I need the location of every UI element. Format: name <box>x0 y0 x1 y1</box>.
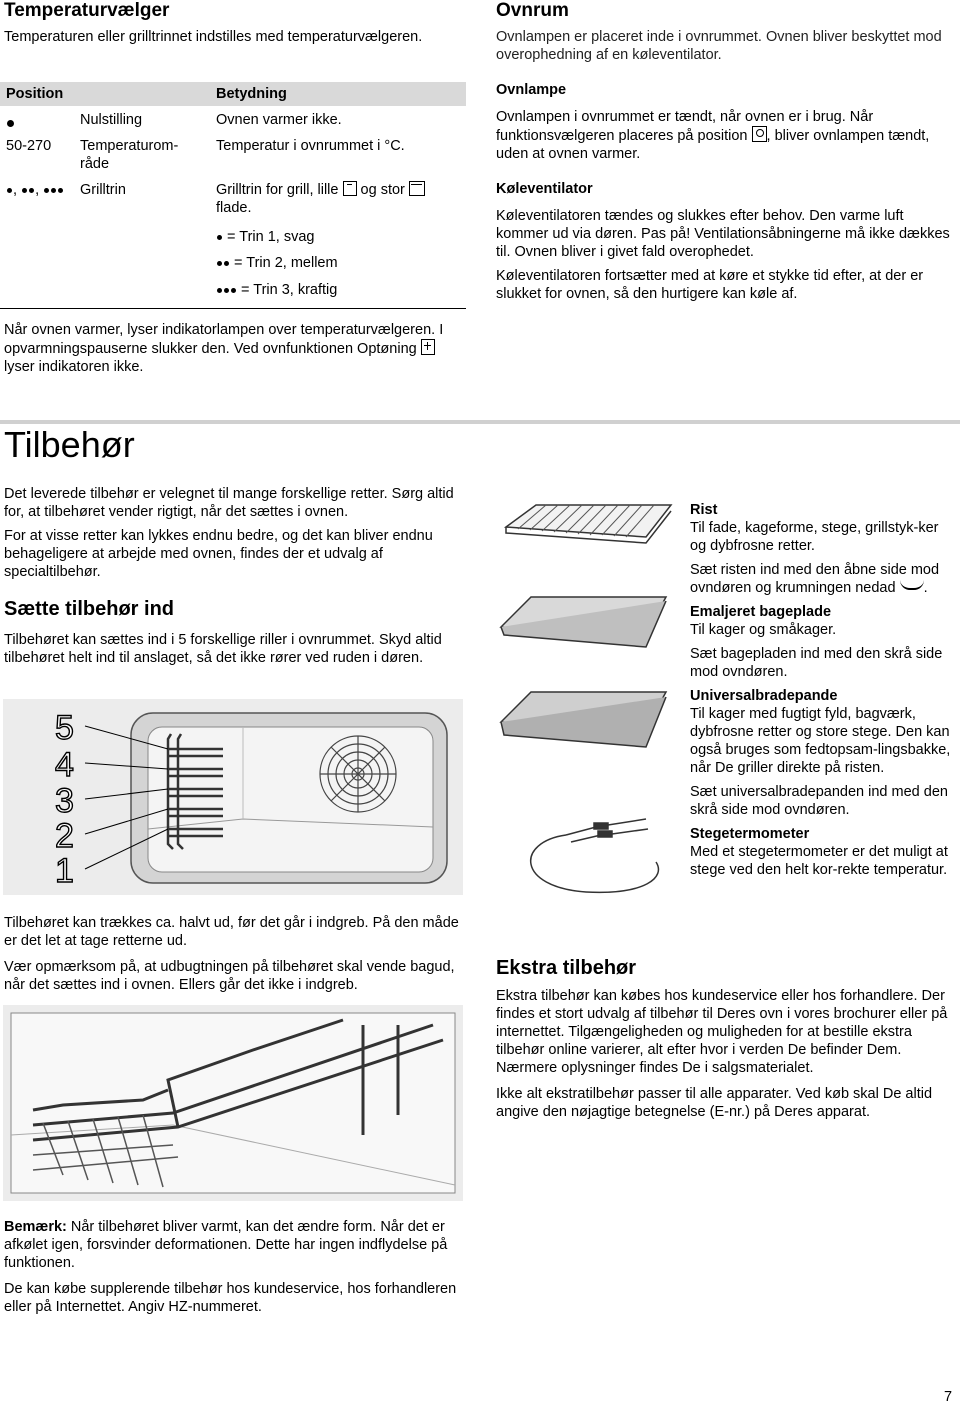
rack-label: 2 <box>55 817 74 855</box>
accessory-stegetermometer: Stegetermometer Med et stegetermometer er det muligt at stege ved den helt kor-rekte temperatur. <box>690 826 948 878</box>
large-grill-icon <box>409 181 425 196</box>
rack-label: 5 <box>55 709 74 747</box>
row-meaning: Grilltrin for grill, lille og stor flade. <box>216 181 466 217</box>
rack-bend-illustration <box>3 1005 463 1201</box>
rack-label: 1 <box>55 852 74 890</box>
insert-text: Tilbehøret kan sættes ind i 5 forskellige riller i ovnrummet. Skyd altid tilbehøret helt ind til anslaget, så det ikke rører ved ruden i døren. <box>4 632 442 666</box>
dot-icon <box>7 120 14 127</box>
insert-title: Sætte tilbehør ind <box>4 598 174 620</box>
oven-racks-illustration <box>3 699 463 895</box>
pull-text: Tilbehøret kan trækkes ca. halvt ud, før det går i indgreb. På den måde er det let at tage retterne ud. <box>4 915 459 949</box>
rack-label: 3 <box>55 782 74 820</box>
meat-thermometer-image <box>531 819 659 892</box>
page-number: 7 <box>944 1389 953 1405</box>
table-row <box>0 106 466 134</box>
extra-p2: Ikke alt ekstratilbehør passer til alle apparater. Ved køb skal De altid angive den nøjagtige betegnelse (E-nr.) på Deres apparat. <box>496 1086 933 1120</box>
level-2: = Trin 2, mellem <box>216 254 338 272</box>
header-position: Position <box>6 86 64 102</box>
extra-title: Ekstra tilbehør <box>496 957 637 979</box>
universal-pan-image <box>501 692 666 747</box>
accessory-bradepande: Universalbradepande Til kager med fugtigt fyld, bagværk, dybfrosne retter og store stege. Den kan også bruges som fedtopsam-lingsbakke, når De griller direkte på risten. Sæt universalbradepanden ind med den skrå side mod ovndøren. <box>690 688 951 818</box>
tilbehor-p1: Det leverede tilbehør er velegnet til mange forskellige retter. Sørg altid for, at tilbehøret vender rigtigt, når det sættes i ovnen. <box>4 486 454 520</box>
tilbehor-title: Tilbehør <box>4 424 135 465</box>
row-name: Nulstilling <box>80 112 143 128</box>
row-name: Grilltrin <box>80 182 126 198</box>
accessory-list <box>690 501 956 879</box>
section-divider <box>0 420 960 424</box>
level-1: = Trin 1, svag <box>216 228 314 246</box>
fan-text-2: Køleventilatoren fortsætter med at køre et stykke tid efter, at der er slukket for ovnen, så den hurtigere kan køle af. <box>496 268 924 302</box>
fan-title: Køleventilator <box>496 181 593 197</box>
bend-text: Vær opmærksom på, at udbugtningen på tilbehøret skal vende bagud, når det sættes ind i ovnen. Ellers går det ikke i indgreb. <box>4 959 455 993</box>
row-meaning: Ovnen varmer ikke. <box>216 112 342 128</box>
table-row <box>0 178 466 308</box>
temp-title: Temperaturvælger <box>4 0 170 21</box>
ovnrum-title: Ovnrum <box>496 0 569 21</box>
lamp-icon <box>752 126 767 142</box>
temp-intro: Temperaturen eller grilltrinnet indstilles med temperaturvælgeren. <box>4 29 423 45</box>
lamp-title: Ovnlampe <box>496 82 567 98</box>
temp-table <box>0 82 466 309</box>
table-header <box>0 82 466 106</box>
note-text: Bemærk: Når tilbehøret bliver varmt, kan det ændre form. Når det er afkølet igen, forsvinder deformationen. Dette har ingen indflydelse på funktionen. <box>4 1219 448 1271</box>
lamp-text: Ovnlampen i ovnrummet er tændt, når ovnen er i brug. Når funktionsvælgeren placeres på position , bliver ovnlampen tændt, uden at ovnen varmer. <box>496 109 930 162</box>
small-grill-icon <box>343 181 357 196</box>
accessory-images <box>496 497 676 897</box>
table-row <box>0 134 466 178</box>
baking-tray-image <box>501 597 666 647</box>
extra-p1: Ekstra tilbehør kan købes hos kundeservice eller hos forhandlere. Der findes et stort udvalg af tilbehør til Deres ovn i vores brochurer eller på internettet. Tilgængeligheden og muligheden for at bestille ekstra tilbehør online varierer, alt efter hvor i verden De befinder Dem. Nærmere oplysninger findes De i salgsmaterialet. <box>496 988 948 1076</box>
row-name: Temperaturom-råde <box>80 138 179 172</box>
accessory-bageplade: Emaljeret bageplade Til kager og småkager. Sæt bagepladen ind med den skrå side mod ovndøren. <box>690 604 943 680</box>
header-meaning: Betydning <box>216 86 287 102</box>
accessory-rist: Rist Til fade, kageforme, stege, grillstyk-ker og dybfrosne retter. Sæt risten ind med den åbne side mod ovndøren og krumningen nedad . <box>690 502 940 596</box>
curve-down-icon <box>900 580 924 590</box>
ovnrum-intro: Ovnlampen er placeret inde i ovnrummet. Ovnen bliver beskyttet mod overophedning af en køleventilator. <box>496 29 942 63</box>
rack-image <box>506 505 671 543</box>
row-meaning: Temperatur i ovnrummet i °C. <box>216 138 405 154</box>
level-3: = Trin 3, kraftig <box>216 281 337 299</box>
rack-label: 4 <box>55 746 74 784</box>
grill-dots: , , <box>6 181 64 199</box>
fan-text-1: Køleventilatoren tændes og slukkes efter behov. Den varme luft kommer ud via døren. Pas på! Ventilationsåbningerne må ikke dækkes til. Ovnen bliver i givet fald overophedet. <box>496 208 950 260</box>
buy-text: De kan købe supplerende tilbehør hos kundeservice, hos forhandleren eller på Internettet. Angiv HZ-nummeret. <box>4 1281 457 1315</box>
temp-note: Når ovnen varmer, lyser indikatorlampen over temperaturvælgeren. I opvarmningspauserne slukker den. Ved ovnfunktionen Optøning lyser indikatoren ikke. <box>4 322 444 375</box>
tilbehor-p2: For at visse retter kan lykkes endnu bedre, og det kan bliver endnu behageligere at arbejde med ovnen, findes der et udvalg af specialtilbehør. <box>4 528 433 580</box>
row-position: 50-270 <box>6 138 52 154</box>
defrost-icon <box>421 339 435 355</box>
